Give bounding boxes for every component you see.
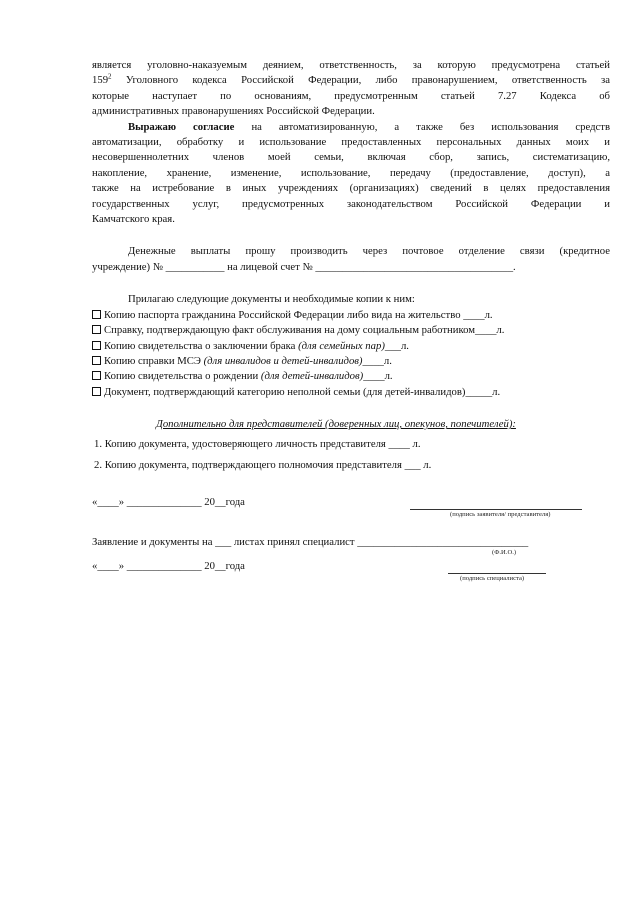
list-item-pages: ___л. bbox=[384, 339, 409, 352]
checkbox-icon[interactable] bbox=[92, 325, 101, 334]
list-item-label: Копию свидетельства о рождении bbox=[104, 370, 261, 383]
liability-paragraph bbox=[92, 58, 610, 120]
checkbox-icon[interactable] bbox=[92, 356, 101, 365]
text-line: Денежные выплаты прошу производить через почтовое отделение связи (кредитное bbox=[128, 245, 610, 258]
list-item-note: (для инвалидов и детей-инвалидов) bbox=[203, 354, 363, 367]
article-number: 159 bbox=[92, 74, 109, 87]
payment-paragraph bbox=[92, 244, 610, 275]
representatives-section bbox=[92, 417, 610, 473]
checkbox-icon[interactable] bbox=[92, 310, 101, 319]
heading-text: Дополнительно для представителей (доверенных лиц, опекунов, попечителей): bbox=[156, 418, 516, 431]
checkbox-icon[interactable] bbox=[92, 341, 101, 350]
text-line: государственных услуг, предусмотренных законодательством Российской Федерации и bbox=[92, 197, 610, 210]
signature-caption: (подпись специалиста) bbox=[460, 575, 525, 583]
specialist-row bbox=[92, 535, 610, 559]
text-line: также на истребование в иных учреждениях (организациях) сведений в целях предоставления bbox=[92, 182, 610, 195]
checkbox-icon[interactable] bbox=[92, 387, 101, 396]
specialist-signature-row bbox=[92, 559, 610, 587]
text-line: административных правонарушениях Российской Федерации. bbox=[92, 105, 375, 118]
text-line: учреждение) № ___________ на лицевой счет № _____________________________________. bbox=[92, 260, 516, 273]
list-item bbox=[92, 308, 610, 323]
text-line: Камчатского края. bbox=[92, 213, 175, 226]
consent-paragraph bbox=[92, 120, 610, 228]
applicant-signature-row bbox=[92, 495, 610, 523]
list-item bbox=[92, 385, 610, 400]
text-fragment: Уголовного кодекса Российской Федерации, либо правонарушением, ответственность за bbox=[111, 74, 610, 87]
text-line: является уголовно-наказуемым деянием, ответственность, за которую предусмотрена статьей bbox=[92, 59, 610, 71]
article-superscript: 2 bbox=[108, 72, 112, 81]
text-line: накопление, хранение, изменение, использование, передачу (предоставление, доступ), а bbox=[92, 166, 610, 179]
list-item-pages: ____л. bbox=[363, 370, 393, 383]
representatives-heading bbox=[92, 417, 610, 432]
signature-line[interactable] bbox=[448, 573, 546, 574]
text-line: несовершеннолетних членов моей семьи, включая сбор, запись, систематизацию, bbox=[92, 151, 610, 164]
checkbox-icon[interactable] bbox=[92, 371, 101, 380]
list-item-label: Копию свидетельства о заключении брака bbox=[104, 339, 299, 352]
signature-line[interactable] bbox=[410, 509, 582, 510]
list-item-label: Справку, подтверждающую факт обслуживания на дому социальным работником____л. bbox=[104, 324, 505, 337]
date-field[interactable]: «____» ______________ 20__года bbox=[92, 560, 245, 573]
signature-caption: (подпись заявителя/ представителя) bbox=[450, 511, 551, 519]
list-item-note: (для семейных пар) bbox=[298, 339, 385, 352]
text-line bbox=[92, 73, 610, 88]
consent-bold: Выражаю согласие bbox=[128, 120, 235, 133]
attachments-heading: Прилагаю следующие документы и необходимые копии к ним: bbox=[128, 293, 415, 306]
list-item: 2. Копию документа, подтверждающего полномочия представителя ___ л. bbox=[94, 458, 432, 471]
list-item: 1. Копию документа, удостоверяющего личность представителя ____ л. bbox=[94, 437, 421, 450]
list-item-label: Документ, подтверждающий категорию неполной семьи (для детей-инвалидов)_____л. bbox=[104, 385, 501, 398]
attachments-list bbox=[92, 292, 610, 400]
list-item bbox=[92, 354, 610, 369]
list-item-pages: ____л. bbox=[362, 354, 392, 367]
list-item-note: (для детей-инвалидов) bbox=[260, 370, 364, 383]
list-item bbox=[92, 369, 610, 384]
text-line bbox=[92, 120, 610, 135]
list-item bbox=[92, 339, 610, 354]
text-line: автоматизации, обработку и использование предоставленных персональных данных моих и bbox=[92, 136, 610, 149]
list-item-label: Копию справки МСЭ bbox=[104, 354, 204, 367]
list-item bbox=[92, 323, 610, 338]
accept-text: Заявление и документы на ___ листах принял специалист ________________________________ bbox=[92, 536, 529, 549]
date-field[interactable]: «____» ______________ 20__года bbox=[92, 496, 245, 509]
text-line: которые наступает по основаниям, предусмотренным статьей 7.27 Кодекса об bbox=[92, 89, 610, 102]
list-item-label: Копию паспорта гражданина Российской Федерации либо вида на жительство ____л. bbox=[104, 308, 493, 321]
text-fragment: на автоматизированную, а также без использования средств bbox=[234, 120, 610, 133]
fio-caption: (Ф.И.О.) bbox=[492, 549, 517, 557]
